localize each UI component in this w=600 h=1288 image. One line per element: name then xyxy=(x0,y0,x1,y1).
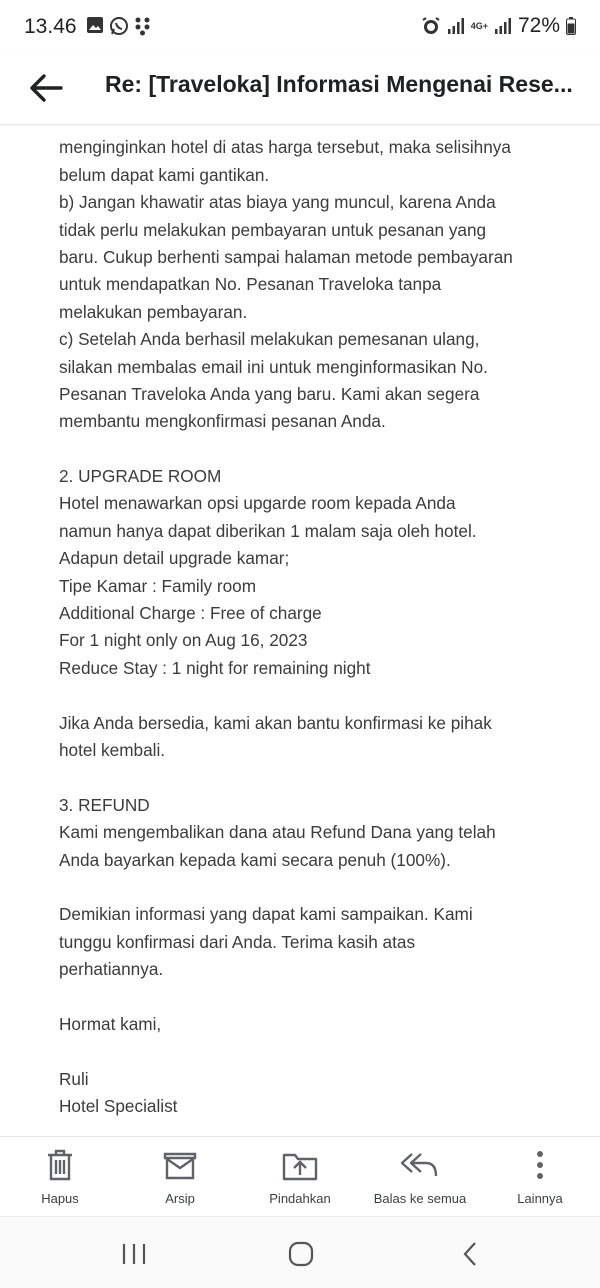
email-action-toolbar xyxy=(0,1136,600,1217)
trash-icon xyxy=(45,1149,75,1181)
status-bar xyxy=(0,0,600,56)
signal-icon xyxy=(494,18,512,34)
email-line: Jika Anda bersedia, kami akan bantu konfirmasi ke pihak xyxy=(59,712,492,733)
email-line: Hotel menawarkan opsi upgarde room kepada Anda xyxy=(59,493,456,514)
email-header xyxy=(0,56,600,124)
email-line: c) Setelah Anda berhasil melakukan pemesanan ulang, xyxy=(59,329,480,350)
email-line: Tipe Kamar : Family room xyxy=(59,575,257,596)
home-button[interactable] xyxy=(281,1239,321,1269)
back-nav-button[interactable] xyxy=(450,1239,490,1269)
email-line xyxy=(59,124,579,134)
email-line: Additional Charge : Free of charge xyxy=(59,603,322,624)
status-time: 13.46 xyxy=(24,15,77,38)
reply-all-button[interactable] xyxy=(365,1145,475,1206)
email-line: Ruli xyxy=(59,1068,89,1089)
network-type-label: 4G+ xyxy=(470,21,488,31)
email-line: hotel kembali. xyxy=(59,739,166,760)
email-line: Anda bayarkan kepada kami secara penuh (100%). xyxy=(59,849,451,870)
back-arrow-icon xyxy=(29,74,63,102)
delete-label: Hapus xyxy=(41,1191,79,1206)
reply-all-icon xyxy=(400,1150,440,1180)
email-line: baru. Cukup berhenti sampai halaman metode pembayaran xyxy=(59,246,513,267)
gallery-icon xyxy=(86,16,104,34)
delete-button[interactable] xyxy=(5,1145,115,1206)
email-line: Adapun detail upgrade kamar; xyxy=(59,548,290,569)
blank-line xyxy=(59,874,579,901)
reply-all-label: Balas ke semua xyxy=(373,1191,467,1206)
email-subject: Re: [Traveloka] Informasi Mengenai Rese... xyxy=(105,71,573,97)
move-label: Pindahkan xyxy=(269,1191,331,1206)
more-button[interactable] xyxy=(485,1145,595,1206)
email-line: For 1 night only on Aug 16, 2023 xyxy=(59,630,308,651)
blank-line xyxy=(59,764,579,791)
email-line: tidak perlu melakukan pembayaran untuk pesanan yang xyxy=(59,219,487,240)
email-line: Demikian informasi yang dapat kami sampaikan. Kami xyxy=(59,904,473,925)
email-line: membantu mengkonfirmasi pesanan Anda. xyxy=(59,411,386,432)
more-vert-icon xyxy=(535,1149,545,1181)
battery-icon xyxy=(566,17,576,35)
dots-grid-icon xyxy=(134,16,152,36)
archive-button[interactable] xyxy=(125,1145,235,1206)
back-button[interactable] xyxy=(24,66,68,110)
email-text xyxy=(59,124,579,1120)
recents-icon xyxy=(121,1243,147,1265)
battery-percent: 72% xyxy=(517,14,560,37)
signal-icon xyxy=(447,18,465,34)
email-line: namun hanya dapat diberikan 1 malam saja oleh hotel. xyxy=(59,520,477,541)
move-button[interactable] xyxy=(245,1145,355,1206)
email-line: belum dapat kami gantikan. xyxy=(59,164,270,185)
email-line: melakukan pembayaran. xyxy=(59,301,248,322)
email-line: Reduce Stay : 1 night for remaining night xyxy=(59,657,371,678)
recents-button[interactable] xyxy=(114,1239,154,1269)
email-line: untuk mendapatkan No. Pesanan Traveloka tanpa xyxy=(59,274,442,295)
home-icon xyxy=(288,1241,314,1267)
more-label: Lainnya xyxy=(517,1191,563,1206)
email-line: menginginkan hotel di atas harga tersebut, maka selisihnya xyxy=(59,137,511,158)
archive-icon xyxy=(163,1150,197,1180)
blank-line xyxy=(59,436,579,463)
email-line: 2. UPGRADE ROOM xyxy=(59,466,222,487)
back-chevron-icon xyxy=(462,1241,478,1267)
blank-line xyxy=(59,984,579,1011)
email-line: tunggu konfirmasi dari Anda. Terima kasih atas xyxy=(59,931,416,952)
email-line: b) Jangan khawatir atas biaya yang muncul, karena Anda xyxy=(59,192,496,213)
blank-line xyxy=(59,682,579,709)
email-line: Kami mengembalikan dana atau Refund Dana yang telah xyxy=(59,822,496,843)
email-line: Pesanan Traveloka Anda yang baru. Kami akan segera xyxy=(59,383,480,404)
system-nav-bar xyxy=(0,1216,600,1288)
email-body xyxy=(0,124,600,1136)
email-line: Hotel Specialist xyxy=(59,1096,178,1117)
move-folder-icon xyxy=(282,1149,318,1181)
whatsapp-icon xyxy=(109,16,129,36)
alarm-icon xyxy=(421,16,441,36)
blank-line xyxy=(59,1038,579,1065)
email-line: Hormat kami, xyxy=(59,1013,162,1034)
email-line: perhatiannya. xyxy=(59,959,164,980)
email-line: 3. REFUND xyxy=(59,794,150,815)
email-line: silakan membalas email ini untuk menginformasikan No. xyxy=(59,356,488,377)
archive-label: Arsip xyxy=(165,1191,195,1206)
